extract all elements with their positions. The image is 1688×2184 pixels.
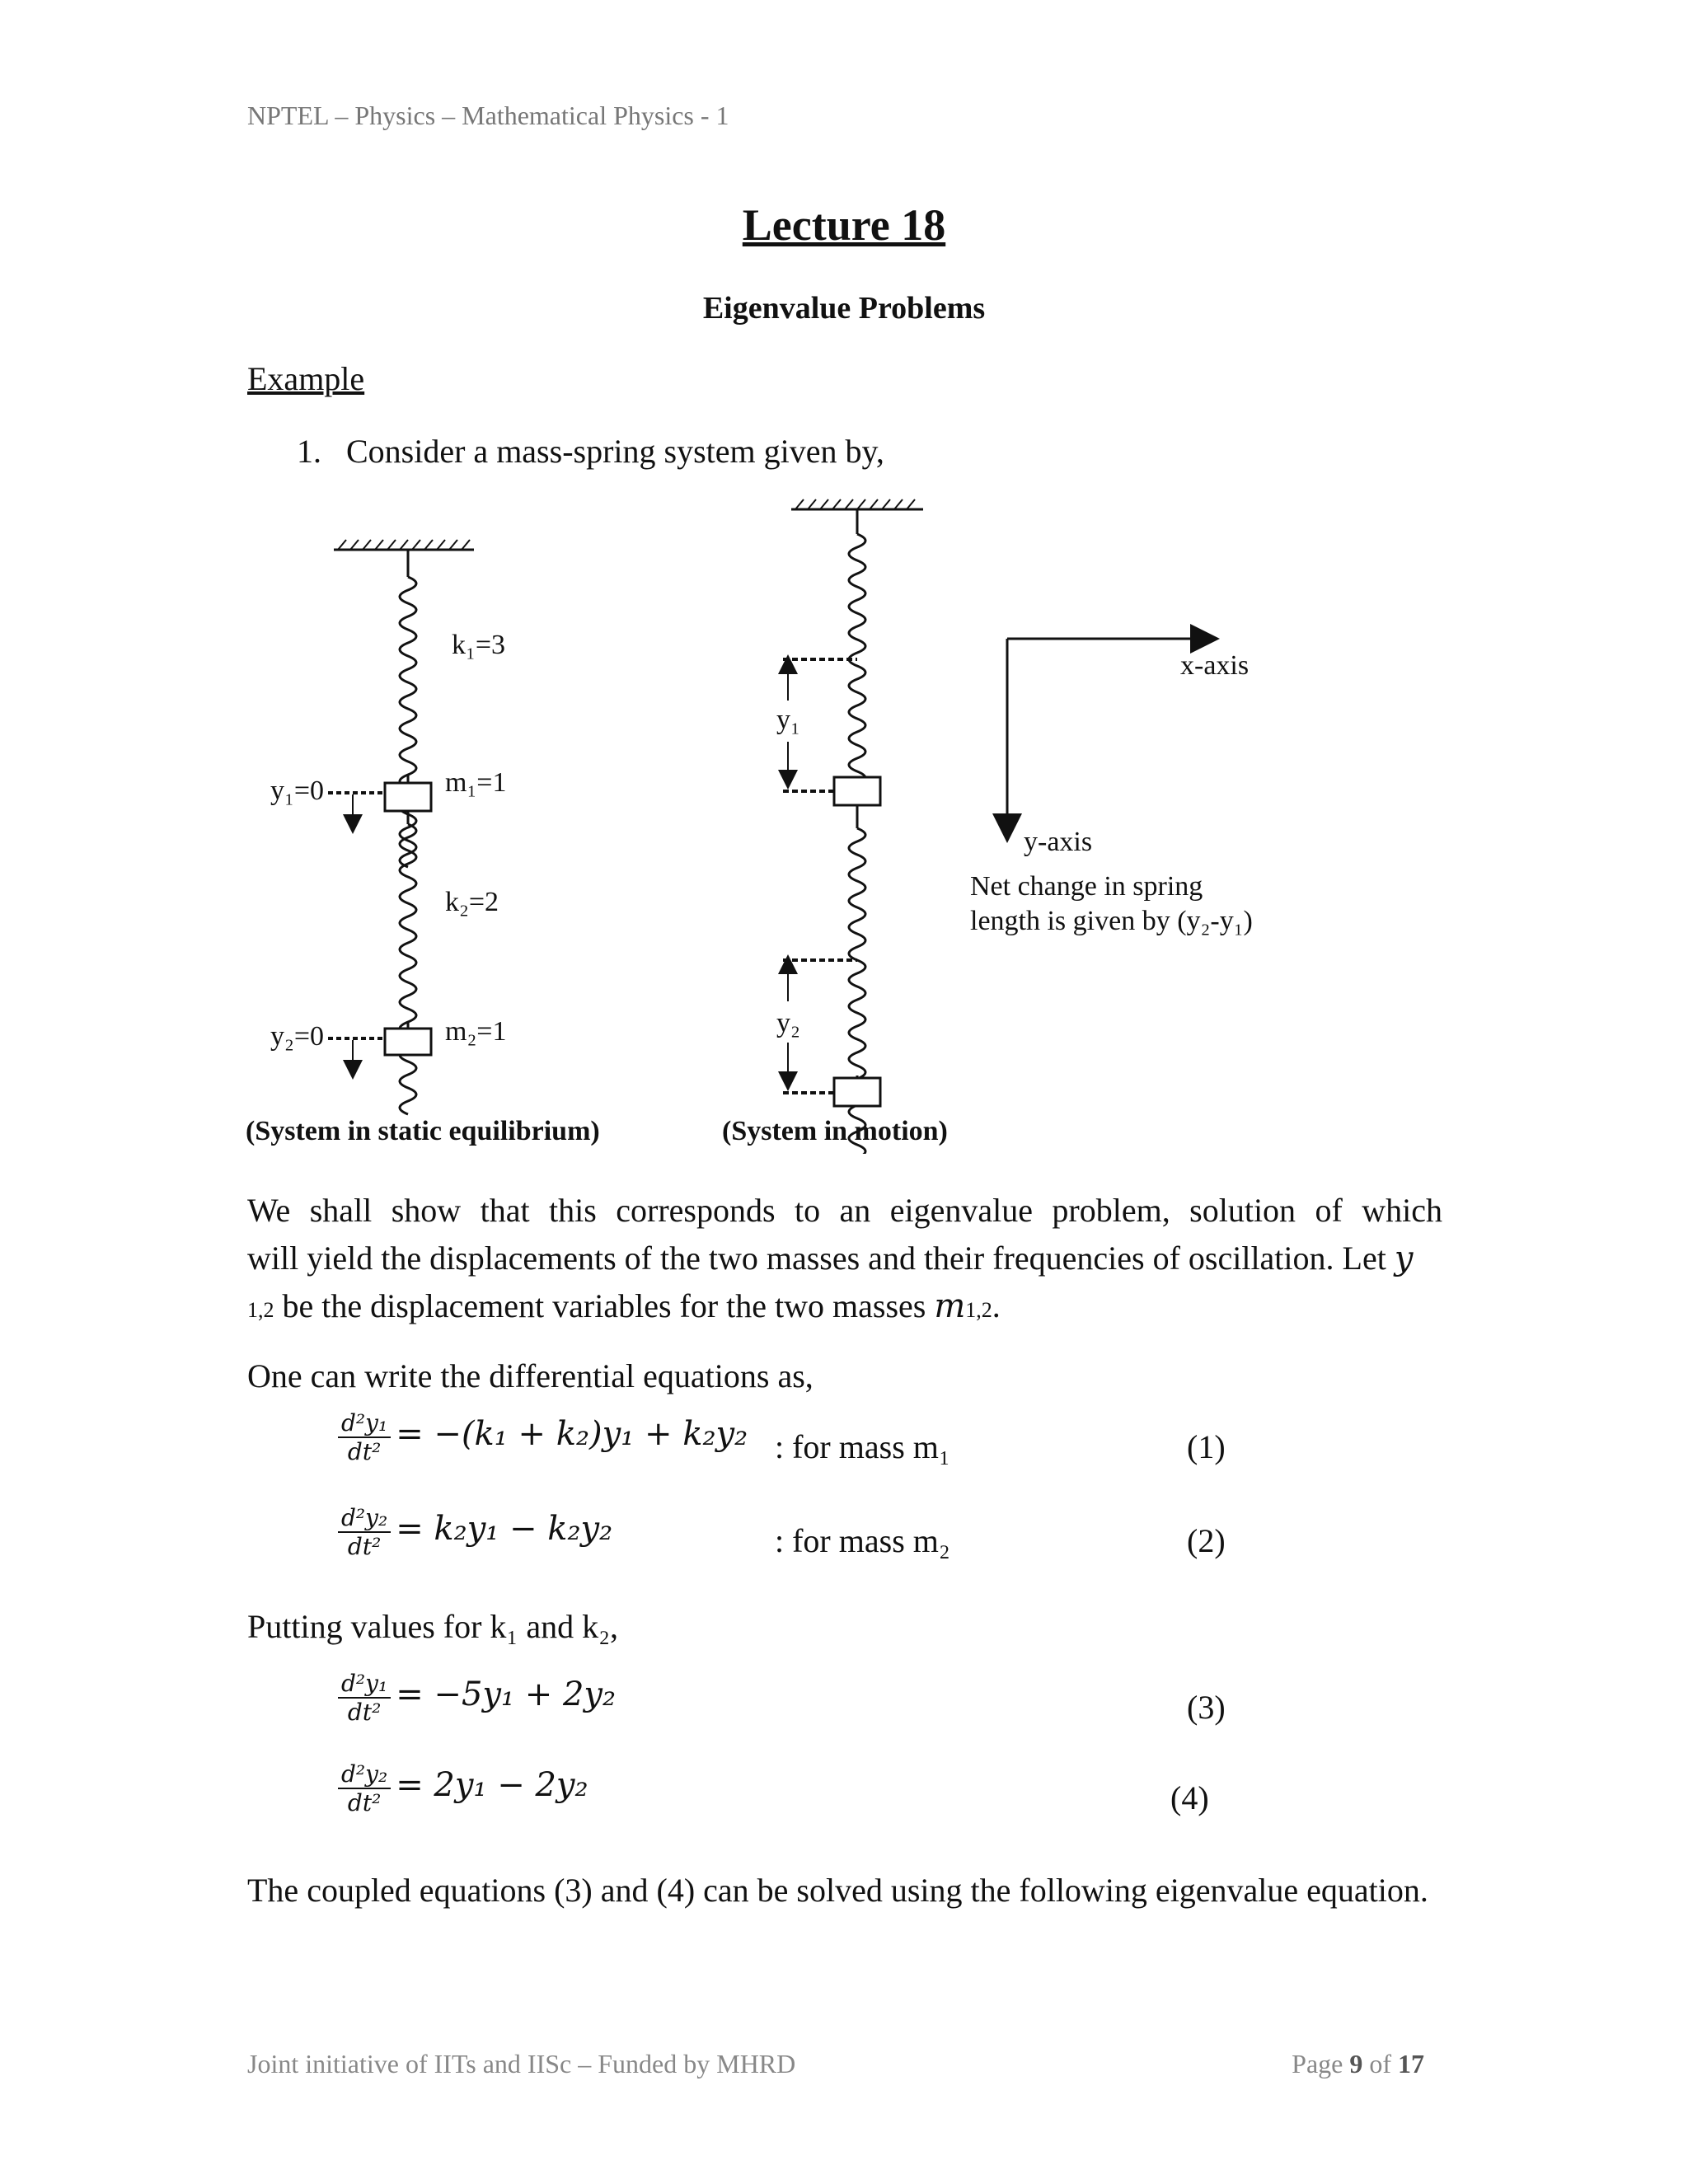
eq3-rhs: = −5y₁ + 2y₂	[396, 1675, 617, 1714]
eq3-derivative: $\frac{\text{d²y₁}}{\text{dt²}}$	[338, 1670, 391, 1726]
mass-m1	[385, 783, 431, 811]
para-line-2: will yield the displacements of the two masses and their frequencies of oscillation. Let y	[247, 1240, 1414, 1277]
y1-zero-label: y₁=0	[270, 776, 325, 806]
x-axis-label: x-axis	[1180, 650, 1250, 681]
k2-label: k₂=2	[445, 887, 499, 917]
lecture-subtitle: Eigenvalue Problems	[702, 291, 986, 326]
page-header: NPTEL – Physics – Mathematical Physics - 1	[247, 101, 729, 130]
note-line-1: Net change in spring	[970, 871, 1203, 902]
equation-2	[338, 1504, 612, 1560]
mass-m2-motion	[834, 1078, 880, 1106]
eq4-number: (4)	[1170, 1779, 1209, 1816]
eq2-derivative: $\frac{\text{d²y₂}}{\text{dt²}}$	[338, 1504, 391, 1560]
equation-1	[338, 1409, 748, 1465]
eq3-number: (3)	[1187, 1689, 1226, 1726]
para-line-1: We shall show that this corresponds to an eigenvalue problem, solution of which	[247, 1192, 1442, 1229]
lecture-title: Lecture 18	[742, 200, 946, 250]
eq4-derivative: $\frac{\text{d²y₂}}{\text{dt²}}$	[338, 1760, 391, 1816]
intro-paragraph	[247, 1187, 1442, 1334]
eq1-label: : for mass m₁	[775, 1428, 950, 1465]
equation-3	[338, 1670, 616, 1726]
m1-label: m₁=1	[445, 767, 507, 798]
diff-eq-intro: One can write the differential equations as,	[247, 1357, 814, 1394]
y-axis-label: y-axis	[1024, 827, 1093, 857]
eq1-number: (1)	[1187, 1428, 1226, 1465]
spring-k2	[400, 824, 416, 1114]
eq4-rhs: = 2y₁ − 2y₂	[396, 1766, 588, 1805]
mass-m1-motion	[834, 777, 880, 805]
y2-zero-label: y₂=0	[270, 1021, 325, 1052]
item-text: Consider a mass-spring system given by,	[346, 433, 884, 470]
motion-caption: (System in motion)	[722, 1116, 948, 1146]
putting-values-text: Putting values for k₁ and k₂,	[247, 1608, 619, 1645]
mass-spring-figure	[0, 478, 1688, 1154]
eq2-number: (2)	[1187, 1522, 1226, 1559]
axes-diagram	[970, 639, 1253, 936]
ceiling-hatch-2	[795, 499, 915, 509]
spring-k1-motion	[849, 534, 865, 798]
eq1-rhs: = −(k₁ + k₂)y₁ + k₂y₂	[396, 1415, 748, 1454]
static-system	[246, 540, 600, 1146]
example-heading: Example	[247, 360, 365, 397]
static-caption: (System in static equilibrium)	[246, 1116, 600, 1146]
eq1-derivative: $\frac{\text{d²y₁}}{\text{dt²}}$	[338, 1409, 391, 1465]
coupled-eq-text: The coupled equations (3) and (4) can be solved using the following eigenvalue equation.	[247, 1872, 1428, 1909]
y1-motion-label: y₁	[776, 705, 800, 735]
para-line-3: 1,2 be the displacement variables for the two masses m1,2.	[247, 1287, 1001, 1325]
eq2-label: : for mass m₂	[775, 1522, 950, 1559]
equation-4	[338, 1760, 588, 1816]
footer-funding: Joint initiative of IITs and IISc – Funded by MHRD	[247, 2049, 796, 2079]
k1-label: k₁=3	[452, 630, 506, 660]
item-number: 1.	[297, 433, 321, 470]
ceiling-hatch	[338, 540, 470, 550]
motion-system	[722, 499, 948, 1154]
example-item	[297, 432, 884, 471]
page-number: Page 9 of 17	[1292, 2049, 1424, 2079]
m2-label: m₂=1	[445, 1016, 507, 1047]
mass-m2	[385, 1029, 431, 1055]
note-line-2: length is given by (y₂-y₁)	[970, 906, 1253, 936]
eq2-rhs: = k₂y₁ − k₂y₂	[396, 1510, 613, 1549]
y2-motion-label: y₂	[776, 1008, 800, 1038]
